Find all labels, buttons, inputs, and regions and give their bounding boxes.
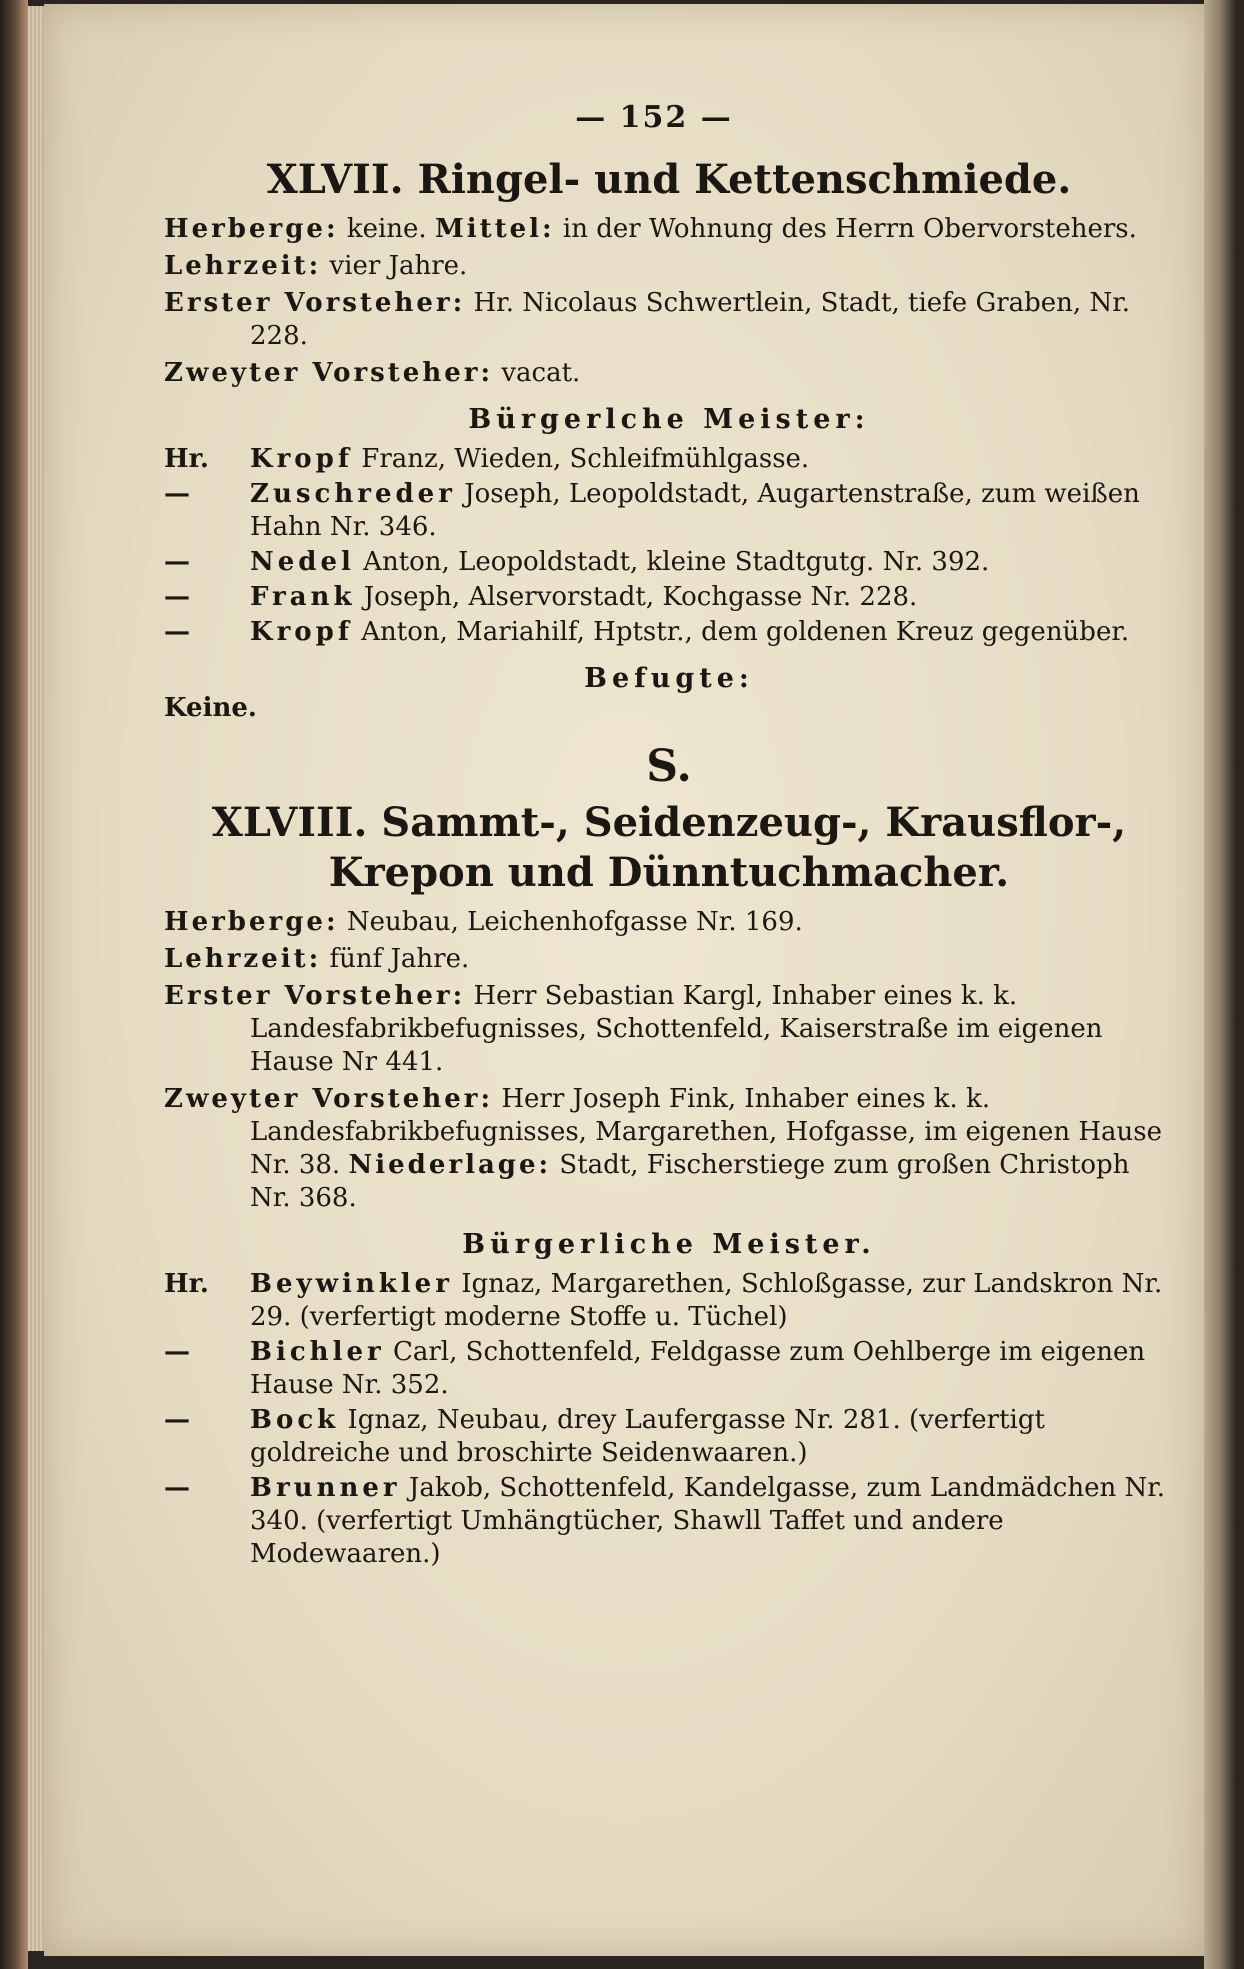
herberge-value: Neubau, Leichenhofgasse Nr. 169. <box>346 907 803 937</box>
list-item <box>164 1472 1174 1571</box>
lehrzeit-value: vier Jahre. <box>329 251 468 281</box>
erster-vorsteher-value: Herr Sebastian Kargl, Inhaber eines k. k. Landesfabrikbefugnisses, Schottenfeld, Kaiserstraße im eigenen Hause Nr 441. <box>250 981 1103 1077</box>
list-item <box>164 581 1174 614</box>
list-prefix: — <box>164 1337 190 1367</box>
book-edge-right <box>1204 0 1244 1969</box>
zweyter-vorsteher-label: Zweyter Vorsteher: <box>164 1084 494 1114</box>
page-content <box>164 100 1174 1573</box>
herberge-entry <box>164 213 1174 246</box>
niederlage-label: Niederlage: <box>348 1150 552 1180</box>
zweyter-vorsteher-value: Herr Joseph Fink, Inhaber eines k. k. Landesfabrikbefugnisses, Margarethen, Hofgasse, im eigenen Hause Nr. 38. <box>250 1084 1163 1180</box>
master-surname: Kropf <box>250 617 354 647</box>
erster-vorsteher-value: Hr. Nicolaus Schwertlein, Stadt, tiefe Graben, Nr. 228. <box>250 288 1131 351</box>
master-details: Ignaz, Margarethen, Schloßgasse, zur Landskron Nr. 29. (verfertigt moderne Stoffe u. Tüchel) <box>250 1269 1163 1332</box>
meister-list-xlvii <box>164 443 1174 649</box>
letter-heading: S. <box>646 741 692 792</box>
erster-vorsteher-label: Erster Vorsteher: <box>164 981 466 1011</box>
zweyter-vorsteher-label: Zweyter Vorsteher: <box>164 358 494 388</box>
master-surname: Zuschreder <box>250 479 456 509</box>
list-item <box>164 1404 1174 1470</box>
herberge-label: Herberge: <box>164 907 339 937</box>
mittel-value: in der Wohnung des Herrn Obervorstehers. <box>562 214 1137 244</box>
list-prefix: — <box>164 582 190 612</box>
list-prefix: — <box>164 617 190 647</box>
list-item <box>164 443 1174 476</box>
book-spine-left <box>0 0 28 1969</box>
master-surname: Brunner <box>250 1473 401 1503</box>
zweyter-vorsteher-entry <box>164 1083 1174 1215</box>
master-surname: Beywinkler <box>250 1269 453 1299</box>
lehrzeit-entry <box>164 943 1174 976</box>
section-title-xlviii <box>164 798 1174 898</box>
master-surname: Frank <box>250 582 356 612</box>
lehrzeit-entry <box>164 250 1174 283</box>
befugte-value: Keine. <box>164 693 257 723</box>
list-item <box>164 1268 1174 1334</box>
book-page <box>44 4 1204 1956</box>
list-prefix: — <box>164 547 190 577</box>
list-prefix: Hr. <box>164 1269 209 1299</box>
section-title-line-2: Krepon und Dünntuchmacher. <box>328 849 1010 896</box>
lehrzeit-label: Lehrzeit: <box>164 251 322 281</box>
erster-vorsteher-label: Erster Vorsteher: <box>164 288 466 318</box>
section-title-xlvii: XLVII. Ringel- und Kettenschmiede. <box>266 156 1072 203</box>
master-details: Franz, Wieden, Schleifmühlgasse. <box>361 444 810 474</box>
master-details: Joseph, Alservorstadt, Kochgasse Nr. 228. <box>363 582 918 612</box>
zweyter-vorsteher-value: vacat. <box>501 358 581 388</box>
list-prefix: Hr. <box>164 444 209 474</box>
master-details: Ignaz, Neubau, drey Laufergasse Nr. 281. (verfertigt goldreiche und broschirte Seidenwaaren.) <box>250 1405 1045 1468</box>
meister-heading: Bürgerliche Meister. <box>462 1229 876 1260</box>
meister-list-xlviii <box>164 1268 1174 1571</box>
herberge-label: Herberge: <box>164 214 339 244</box>
master-details: Anton, Leopoldstadt, kleine Stadtgutg. Nr. 392. <box>363 547 990 577</box>
list-prefix: — <box>164 1405 190 1435</box>
lehrzeit-value: fünf Jahre. <box>329 944 470 974</box>
herberge-entry <box>164 906 1174 939</box>
master-surname: Bichler <box>250 1337 385 1367</box>
list-item <box>164 478 1174 544</box>
list-prefix: — <box>164 1473 190 1503</box>
mittel-label: Mittel: <box>434 214 555 244</box>
list-item <box>164 546 1174 579</box>
niederlage-value: Stadt, Fischerstiege zum großen Christoph Nr. 368. <box>250 1150 1130 1213</box>
master-details: Anton, Mariahilf, Hptstr., dem goldenen Kreuz gegenüber. <box>361 617 1130 647</box>
section-title-line-1: XLVIII. Sammt-, Seidenzeug-, Krausflor-, <box>211 799 1127 846</box>
master-details: Carl, Schottenfeld, Feldgasse zum Oehlberge im eigenen Hause Nr. 352. <box>250 1337 1146 1400</box>
list-item <box>164 616 1174 649</box>
befugte-heading: Befugte: <box>584 663 754 694</box>
list-item <box>164 1336 1174 1402</box>
page-number: — 152 — <box>575 100 733 135</box>
master-surname: Kropf <box>250 444 354 474</box>
master-surname: Nedel <box>250 547 355 577</box>
lehrzeit-label: Lehrzeit: <box>164 944 322 974</box>
herberge-value: keine. <box>346 214 427 244</box>
list-prefix: — <box>164 479 190 509</box>
zweyter-vorsteher-entry <box>164 357 1174 390</box>
meister-heading: Bürgerlche Meister: <box>468 404 870 435</box>
master-surname: Bock <box>250 1405 340 1435</box>
erster-vorsteher-entry <box>164 980 1174 1079</box>
master-details: Joseph, Leopoldstadt, Augartenstraße, zum weißen Hahn Nr. 346. <box>250 479 1140 542</box>
master-details: Jakob, Schottenfeld, Kandelgasse, zum Landmädchen Nr. 340. (verfertigt Umhängtücher, Shawll Taffet und andere Modewaaren.) <box>250 1473 1166 1569</box>
erster-vorsteher-entry <box>164 287 1174 353</box>
